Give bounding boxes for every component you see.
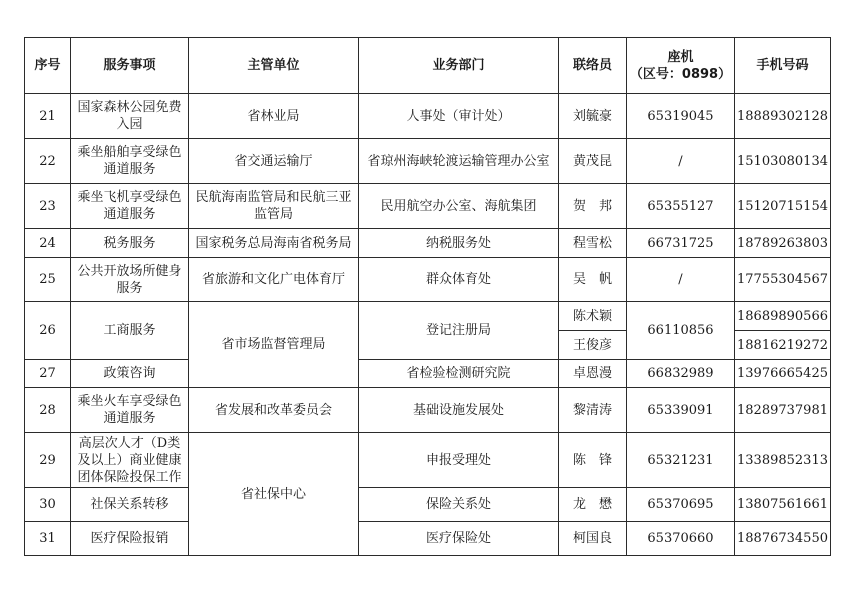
table-row [25,184,831,229]
cell-contact: 贺 邦 [559,184,627,229]
cell-mobile: 18689890566 [735,302,831,331]
header-mobile: 手机号码 [735,38,831,94]
cell-no: 22 [25,139,71,184]
cell-no: 23 [25,184,71,229]
cell-landline: 65319045 [627,94,735,139]
cell-department: 保险关系处 [359,488,559,522]
cell-mobile: 13976665425 [735,360,831,388]
cell-managing-unit: 省林业局 [189,94,359,139]
table-row [25,433,831,488]
cell-no: 21 [25,94,71,139]
table-row [25,388,831,433]
cell-contact: 吴 帆 [559,258,627,302]
cell-no: 25 [25,258,71,302]
cell-managing-unit: 民航海南监管局和民航三亚监管局 [189,184,359,229]
cell-department: 民用航空办公室、海航集团 [359,184,559,229]
cell-landline: 65339091 [627,388,735,433]
cell-landline: 66832989 [627,360,735,388]
cell-service-item: 税务服务 [71,229,189,258]
cell-service-item: 社保关系转移 [71,488,189,522]
cell-department: 纳税服务处 [359,229,559,258]
cell-landline: 66731725 [627,229,735,258]
table-row [25,94,831,139]
cell-mobile: 18876734550 [735,522,831,556]
cell-managing-unit: 省市场监督管理局 [189,302,359,388]
cell-service-item: 乘坐飞机享受绿色通道服务 [71,184,189,229]
cell-no: 28 [25,388,71,433]
cell-landline: / [627,258,735,302]
cell-service-item: 公共开放场所健身服务 [71,258,189,302]
cell-no: 30 [25,488,71,522]
cell-department: 登记注册局 [359,302,559,360]
cell-landline: / [627,139,735,184]
cell-service-item: 工商服务 [71,302,189,360]
cell-landline: 65370660 [627,522,735,556]
cell-department: 医疗保险处 [359,522,559,556]
cell-no: 27 [25,360,71,388]
cell-service-item: 政策咨询 [71,360,189,388]
cell-contact: 龙 懋 [559,488,627,522]
cell-service-item: 乘坐船舶享受绿色通道服务 [71,139,189,184]
cell-contact: 柯国良 [559,522,627,556]
header-landline-title: 座机 [667,49,694,65]
cell-landline: 65321231 [627,433,735,488]
cell-contact: 黎清涛 [559,388,627,433]
header-department: 业务部门 [359,38,559,94]
cell-landline: 65355127 [627,184,735,229]
cell-no: 24 [25,229,71,258]
cell-contact: 陈 锋 [559,433,627,488]
cell-service-item: 乘坐火车享受绿色通道服务 [71,388,189,433]
cell-landline: 66110856 [627,302,735,360]
cell-no: 31 [25,522,71,556]
table-row [25,488,831,522]
table-row [25,258,831,302]
header-managing-unit: 主管单位 [189,38,359,94]
cell-department: 申报受理处 [359,433,559,488]
cell-contact: 王俊彦 [559,331,627,360]
header-landline-area-code: （区号：0898） [629,66,732,82]
cell-contact: 程雪松 [559,229,627,258]
cell-service-item: 国家森林公园免费入园 [71,94,189,139]
cell-contact: 陈术颖 [559,302,627,331]
cell-no: 26 [25,302,71,360]
cell-mobile: 18816219272 [735,331,831,360]
cell-managing-unit: 国家税务总局海南省税务局 [189,229,359,258]
header-contact: 联络员 [559,38,627,94]
cell-mobile: 15120715154 [735,184,831,229]
header-landline [627,38,735,94]
cell-mobile: 15103080134 [735,139,831,184]
cell-landline: 65370695 [627,488,735,522]
cell-managing-unit: 省社保中心 [189,433,359,556]
cell-department: 省检验检测研究院 [359,360,559,388]
cell-managing-unit: 省旅游和文化广电体育厅 [189,258,359,302]
cell-department: 省琼州海峡轮渡运输管理办公室 [359,139,559,184]
cell-contact: 黄茂昆 [559,139,627,184]
cell-department: 人事处（审计处） [359,94,559,139]
cell-service-item: 医疗保险报销 [71,522,189,556]
cell-mobile: 13389852313 [735,433,831,488]
header-no: 序号 [25,38,71,94]
table-row [25,302,831,331]
cell-department: 群众体育处 [359,258,559,302]
cell-no: 29 [25,433,71,488]
cell-contact: 刘毓豪 [559,94,627,139]
table-row [25,229,831,258]
cell-mobile: 18789263803 [735,229,831,258]
cell-contact: 卓恩漫 [559,360,627,388]
header-row [25,38,831,94]
cell-mobile: 17755304567 [735,258,831,302]
table-row [25,360,831,388]
table-row [25,139,831,184]
cell-managing-unit: 省发展和改革委员会 [189,388,359,433]
cell-department: 基础设施发展处 [359,388,559,433]
table-row [25,522,831,556]
cell-mobile: 13807561661 [735,488,831,522]
cell-managing-unit: 省交通运输厅 [189,139,359,184]
cell-mobile: 18289737981 [735,388,831,433]
header-service-item: 服务事项 [71,38,189,94]
cell-mobile: 18889302128 [735,94,831,139]
service-contact-table [24,37,831,556]
cell-service-item: 高层次人才（D类及以上）商业健康团体保险投保工作 [71,433,189,488]
